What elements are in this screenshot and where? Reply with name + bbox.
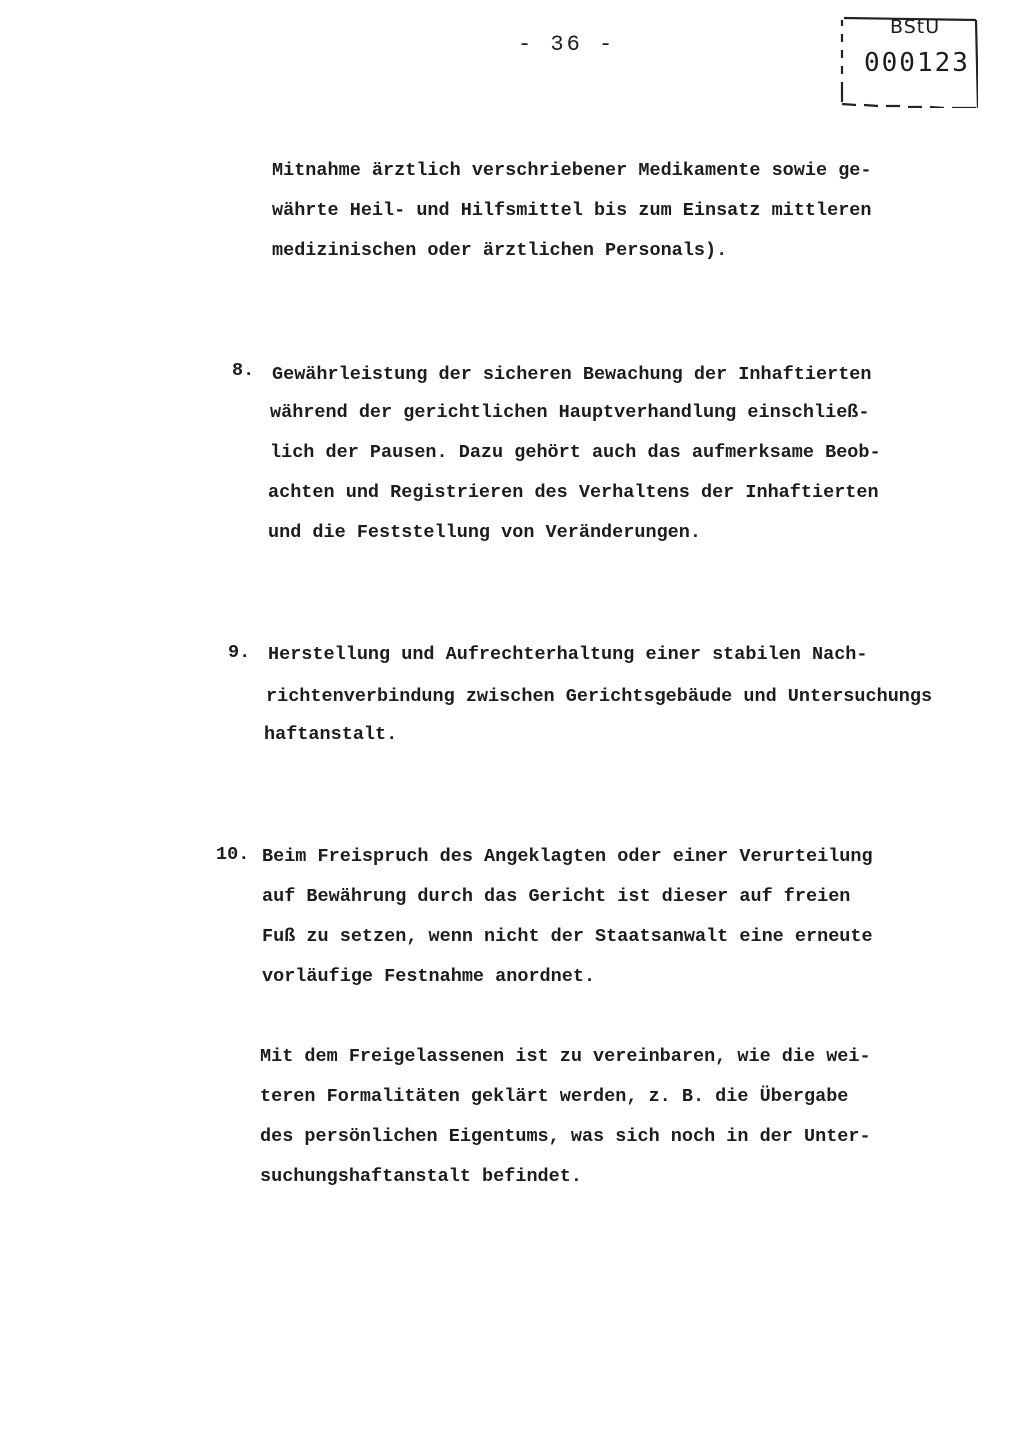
text-line: Gewährleistung der sicheren Bewachung der Inhaftierten bbox=[272, 364, 872, 385]
text-line: des persönlichen Eigentums, was sich noch in der Unter- bbox=[260, 1126, 871, 1147]
text-line: Mitnahme ärztlich verschriebener Medikamente sowie ge- bbox=[272, 160, 872, 181]
stamp-number: 000123 bbox=[864, 48, 970, 78]
text-line: Mit dem Freigelassenen ist zu vereinbaren, wie die wei- bbox=[260, 1046, 871, 1067]
text-line: Herstellung und Aufrechterhaltung einer stabilen Nach- bbox=[268, 644, 868, 665]
text-line: richtenverbindung zwischen Gerichtsgebäude und Untersuchungs bbox=[266, 686, 933, 707]
text-line: achten und Registrieren des Verhaltens der Inhaftierten bbox=[268, 482, 879, 503]
item-number: 10. bbox=[216, 844, 250, 865]
text-line: haftanstalt. bbox=[264, 724, 398, 745]
item-number: 8. bbox=[232, 360, 255, 381]
text-line: während der gerichtlichen Hauptverhandlung einschließ- bbox=[270, 402, 870, 423]
text-line: und die Feststellung von Veränderungen. bbox=[268, 522, 701, 543]
stamp-org: BStU bbox=[890, 16, 941, 38]
item-number: 9. bbox=[228, 642, 251, 663]
text-line: medizinischen oder ärztlichen Personals). bbox=[272, 240, 728, 261]
text-line: währte Heil- und Hilfsmittel bis zum Einsatz mittleren bbox=[272, 200, 872, 221]
text-line: lich der Pausen. Dazu gehört auch das aufmerksame Beob- bbox=[270, 442, 881, 463]
page-number: - 36 - bbox=[518, 32, 616, 57]
text-line: auf Bewährung durch das Gericht ist dieser auf freien bbox=[262, 886, 851, 907]
text-line: suchungshaftanstalt befindet. bbox=[260, 1166, 582, 1187]
text-line: vorläufige Festnahme anordnet. bbox=[262, 966, 596, 987]
archive-stamp bbox=[838, 12, 978, 108]
text-line: Beim Freispruch des Angeklagten oder einer Verurteilung bbox=[262, 846, 873, 867]
text-line: teren Formalitäten geklärt werden, z. B. die Übergabe bbox=[260, 1086, 849, 1107]
text-line: Fuß zu setzen, wenn nicht der Staatsanwalt eine erneute bbox=[262, 926, 873, 947]
